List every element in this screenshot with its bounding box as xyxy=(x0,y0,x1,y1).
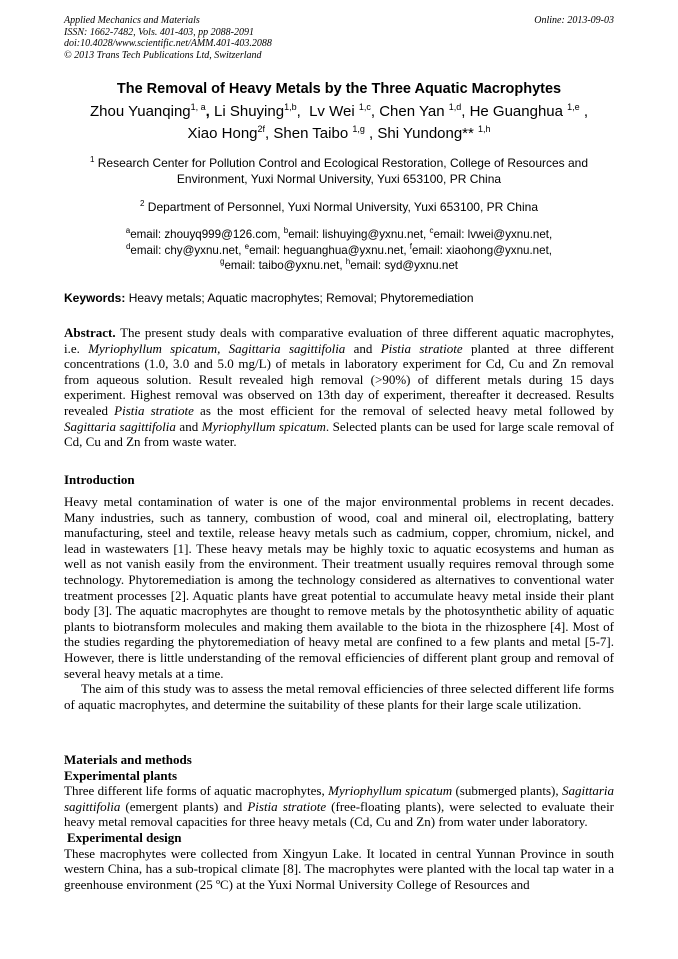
paragraph: These macrophytes were collected from Xingyun Lake. It located in central Yunnan Province in south western China, has a sub-tropical climate [8]. The macrophytes were planted with the local tap water in a greenhouse environment (25 ºC) at the Yuxi Normal University College of Resources and xyxy=(64,845,614,892)
author: Zhou Yuanqing$^{1, a}$, xyxy=(89,102,210,120)
email: $^f$email: xiaohong@yxnu.net, xyxy=(409,241,553,257)
copyright: © 2013 Trans Tech Publications Ltd, Switzerland xyxy=(64,49,262,61)
abstract: Abstract. The present study deals with comparative evaluation of three different aquatic macrophytes, i.e. Myriophyllum spicatum, Sagittaria sagittifolia and Pistia stratiote planted at three different concentrations (1.0, 3.0 and 5.0 mg/L) of metals in laboratory experiment for Cd, Cu and Zn removal from aqueous solution. Result revealed high removal (>90%) of different metals during 15 days experiment. Highest removal was observed on 13th day of experiment, thereafter it decreased. Results revealed Pistia stratiote as the most efficient for the removal of selected heavy metal followed by Sagittaria sagittifolia and Myriophyllum spicatum. Selected plants can be used for large scale removal of Cd, Cu and Zn from waste water. xyxy=(64,325,615,450)
author: Li Shuying$^{1,b}$, xyxy=(214,102,310,120)
email: $^d$email: chy@yxnu.net, xyxy=(125,241,245,257)
paragraph: The aim of this study was to assess the metal removal efficiencies of three selected different life forms of aquatic macrophytes, and determine the suitability of these plants for their large scale utilization. xyxy=(64,681,614,712)
materials-methods xyxy=(64,752,614,892)
introduction-heading: Introduction xyxy=(64,472,135,487)
author-list xyxy=(40,101,638,145)
paragraph: Heavy metal contamination of water is one of the major environmental problems in recent decades. Many industries, such as tannery, combustion of wood, coal and mineral oil, electroplating, battery manufacturing, steel and textile, release heavy metals such as cadmium, copper, chromium, nickel, and lead in wastewaters [1]. These heavy metals may be highly toxic to aquatic ecosystems and human as well as not vanish easily from the environment. Their treatment usually requires removal through some technology. Phytoremediation is among the technology considered as alternatives to conventional water treatment processes [2]. Aquatic plants have great potential to accumulate heavy metal inside their plant body [3]. The aquatic macrophytes are thought to remove metals by the photosynthetic ability of aquatic plants to biotransform molecules and making them available to the biota in the rhizosphere [4]. Most of the studies regarding the phytoremediation of heavy metal are confined to a few plants and metal [5-7]. However, there is little understanding of the removal efficiencies of different plant group and removal of several heavy metals at a time. xyxy=(64,494,614,681)
author: Chen Yan $^{1,d}$, xyxy=(379,102,470,120)
doi: doi:10.4028/www.scientific.net/AMM.401-403.2088 xyxy=(64,38,272,49)
author: Shen Taibo $^{1,g}$ , xyxy=(273,124,378,142)
keywords-text: Heavy metals; Aquatic macrophytes; Removal; Phytoremediation xyxy=(125,291,474,305)
introduction-body xyxy=(64,494,614,712)
email: $^g$email: taibo@yxnu.net, xyxy=(219,257,346,272)
email: $^h$email: syd@yxnu.net xyxy=(345,257,459,272)
email: $^b$email: lishuying@yxnu.net, xyxy=(283,226,430,241)
keywords xyxy=(64,290,614,306)
subsection-heading: Experimental plants xyxy=(64,767,178,783)
email: $^e$email: heguanghua@yxnu.net, xyxy=(244,241,410,257)
issn: ISSN: 1662-7482, Vols. 401-403, pp 2088-2091 xyxy=(64,26,254,38)
author: Xiao Hong$^{2f}$, xyxy=(187,124,274,142)
journal-info xyxy=(64,15,614,61)
email: $^c$email: lvwei@yxnu.net, xyxy=(429,226,553,241)
online-date: Online: 2013-09-03 xyxy=(534,15,614,26)
paragraph: Three different life forms of aquatic macrophytes, Myriophyllum spicatum (submerged plants), Sagittaria sagittifolia (emergent plants) and Pistia stratiote (free-floating plants), were selected to evaluate their heavy metal removal capacities for three heavy metals (Cd, Cu and Zn) from water under laboratory. xyxy=(64,783,615,830)
author: Shi Yundong** $^{1,h}$ xyxy=(377,124,491,142)
subsection-heading: Experimental design xyxy=(67,829,182,845)
author: He Guanghua $^{1,e}$ , xyxy=(469,102,589,120)
author: Lv Wei $^{1,c}$, xyxy=(309,102,380,120)
affiliation-1: $^1$ Research Center for Pollution Control and Ecological Restoration, College of Resources and Environment, Yuxi Normal University, Yuxi 653100, PR China xyxy=(89,155,589,186)
journal-name: Applied Mechanics and Materials xyxy=(64,15,200,26)
section-heading: Materials and methods xyxy=(64,752,192,767)
affiliation-2: $^2$ Department of Personnel, Yuxi Normal University, Yuxi 653100, PR China xyxy=(140,199,538,214)
abstract-label: Abstract. xyxy=(64,325,116,340)
keywords-label: Keywords: xyxy=(64,291,126,305)
email: $^a$email: zhouyq999@126.com, xyxy=(125,226,284,241)
paper-title: The Removal of Heavy Metals by the Three Aquatic Macrophytes xyxy=(116,81,562,97)
email-list xyxy=(60,227,618,274)
running-header xyxy=(64,15,614,61)
